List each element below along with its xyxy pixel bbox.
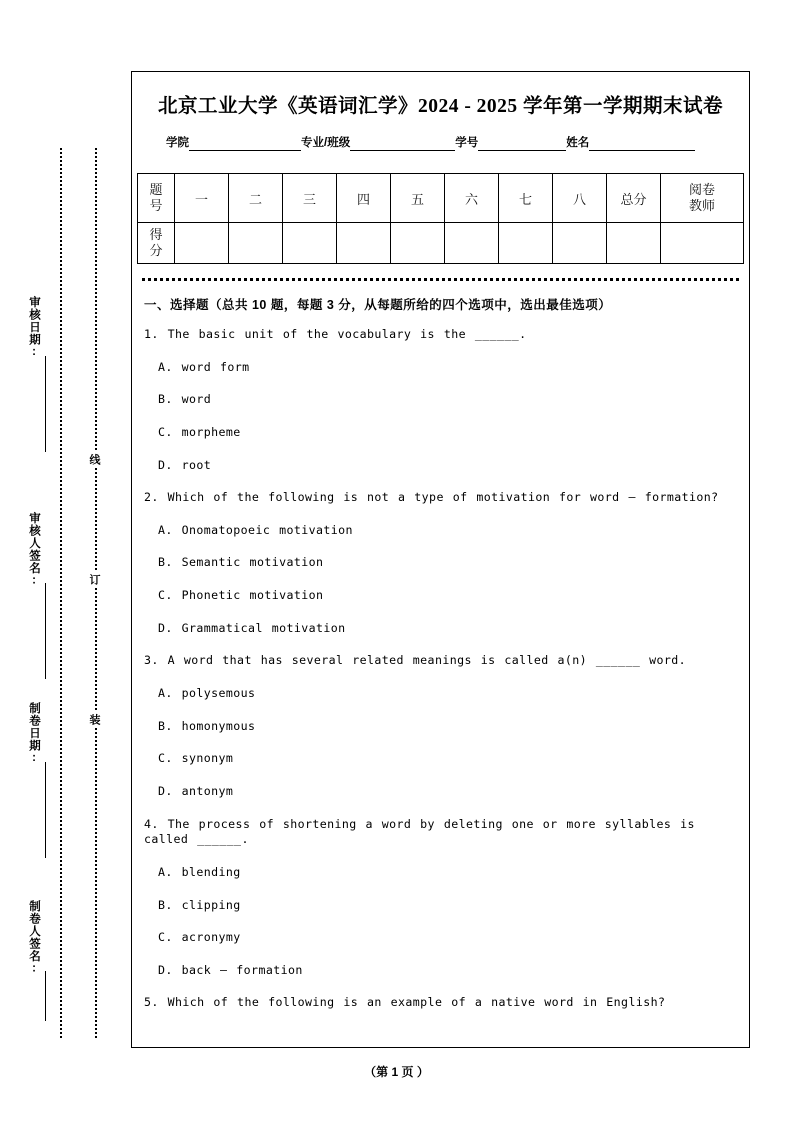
section-heading: 一、选择题（总共 10 题，每题 3 分，从每题所给的四个选项中，选出最佳选项）	[144, 298, 612, 312]
score-col-5: 五	[391, 174, 445, 223]
margin-label-produce-date-text: 制卷日期:	[28, 702, 40, 765]
field-major-class-input[interactable]	[350, 137, 455, 151]
student-info-line	[166, 134, 735, 151]
field-name-label: 姓名	[566, 137, 590, 149]
field-college	[166, 134, 301, 151]
question-option[interactable]: D. antonym	[158, 783, 234, 798]
question-stem: 3. A word that has several related meanings is called a(n) ______ word.	[144, 653, 686, 668]
question-stem: 5. Which of the following is an example of a native word in English?	[144, 995, 666, 1010]
question-body	[144, 295, 737, 1011]
score-cell-1[interactable]	[175, 223, 229, 264]
score-col-2: 二	[229, 174, 283, 223]
score-table-row-label-points	[138, 223, 175, 264]
score-col-8: 八	[553, 174, 607, 223]
grader-line-2: 教师	[688, 198, 715, 213]
score-table-row-label-question	[138, 174, 175, 223]
margin-rule-2	[45, 583, 46, 679]
score-col-1: 一	[175, 174, 229, 223]
score-col-6: 六	[445, 174, 499, 223]
question-stem: 2. Which of the following is not a type of motivation for word – formation?	[144, 490, 719, 505]
page-footer: （第 1 页 ）	[364, 1065, 429, 1079]
score-cell-7[interactable]	[499, 223, 553, 264]
question-option[interactable]: D. root	[158, 457, 212, 472]
table-row	[138, 174, 744, 223]
score-cell-2[interactable]	[229, 223, 283, 264]
question-option[interactable]: D. back – formation	[158, 962, 303, 977]
score-cell-total[interactable]	[607, 223, 661, 264]
question-option[interactable]: C. synonym	[158, 751, 234, 766]
field-college-label: 学院	[166, 137, 189, 149]
exam-sheet	[131, 71, 750, 1048]
score-cell-5[interactable]	[391, 223, 445, 264]
score-col-7: 七	[499, 174, 553, 223]
dotted-line-outer	[60, 148, 62, 1038]
question-option[interactable]: B. word	[158, 392, 212, 407]
score-cell-3[interactable]	[283, 223, 337, 264]
fold-mark-ding: 订	[88, 574, 100, 585]
score-col-4: 四	[337, 174, 391, 223]
grader-line-1: 阅卷	[688, 181, 715, 197]
score-table	[137, 173, 744, 264]
field-college-input[interactable]	[189, 137, 301, 151]
margin-rule-1	[45, 356, 46, 452]
dotted-line-inner	[95, 148, 97, 1038]
fold-mark-zhuang: 装	[88, 714, 100, 725]
question-option[interactable]: A. polysemous	[158, 686, 256, 701]
margin-label-reviewer-signature-text: 审核人签名:	[28, 512, 40, 588]
table-row	[138, 223, 744, 264]
score-cell-grader[interactable]	[661, 223, 744, 264]
label-line-2: 分	[149, 243, 163, 258]
margin-label-producer-signature	[26, 900, 42, 976]
question-option[interactable]: C. acronymy	[158, 930, 241, 945]
score-cell-6[interactable]	[445, 223, 499, 264]
dotted-separator	[142, 278, 739, 281]
label-line-1: 得	[149, 226, 163, 242]
label-line-1: 题	[149, 181, 163, 197]
question-option[interactable]: B. homonymous	[158, 718, 256, 733]
margin-label-producer-signature-text: 制卷人签名:	[28, 900, 40, 976]
question-stem: 4. The process of shortening a word by deleting one or more syllables is called ______.	[144, 816, 695, 847]
question-option[interactable]: C. Phonetic motivation	[158, 588, 324, 603]
margin-label-review-date-text: 审核日期:	[28, 296, 40, 359]
question-option[interactable]: A. Onomatopoeic motivation	[158, 522, 353, 537]
score-col-3: 三	[283, 174, 337, 223]
field-student-id-label: 学号	[455, 137, 479, 149]
margin-rule-4	[45, 971, 46, 1021]
field-student-id-input[interactable]	[478, 137, 566, 151]
page-title: 北京工业大学《英语词汇学》2024 - 2025 学年第一学期期末试卷	[157, 96, 724, 117]
field-name-input[interactable]	[589, 137, 695, 151]
question-stem: 1. The basic unit of the vocabulary is the ______.	[144, 327, 527, 341]
question-option[interactable]: C. morpheme	[158, 424, 241, 439]
question-option[interactable]: D. Grammatical motivation	[158, 620, 346, 635]
question-option[interactable]: B. Semantic motivation	[158, 555, 324, 570]
field-major-class-label: 专业/班级	[301, 137, 351, 149]
question-option[interactable]: A. blending	[158, 864, 241, 879]
score-col-grader	[661, 174, 744, 223]
margin-label-produce-date	[26, 702, 42, 765]
fold-mark-xian: 线	[88, 454, 100, 465]
field-student-id	[455, 134, 566, 151]
margin-label-review-date	[26, 296, 42, 359]
question-option[interactable]: B. clipping	[158, 897, 241, 912]
question-option[interactable]: A. word form	[158, 359, 250, 374]
score-cell-8[interactable]	[553, 223, 607, 264]
margin-label-reviewer-signature	[26, 512, 42, 588]
field-major-class	[301, 134, 455, 151]
field-name	[566, 134, 695, 151]
margin-rule-3	[45, 762, 46, 858]
label-line-2: 号	[149, 198, 163, 213]
score-cell-4[interactable]	[337, 223, 391, 264]
score-col-total: 总分	[607, 174, 661, 223]
